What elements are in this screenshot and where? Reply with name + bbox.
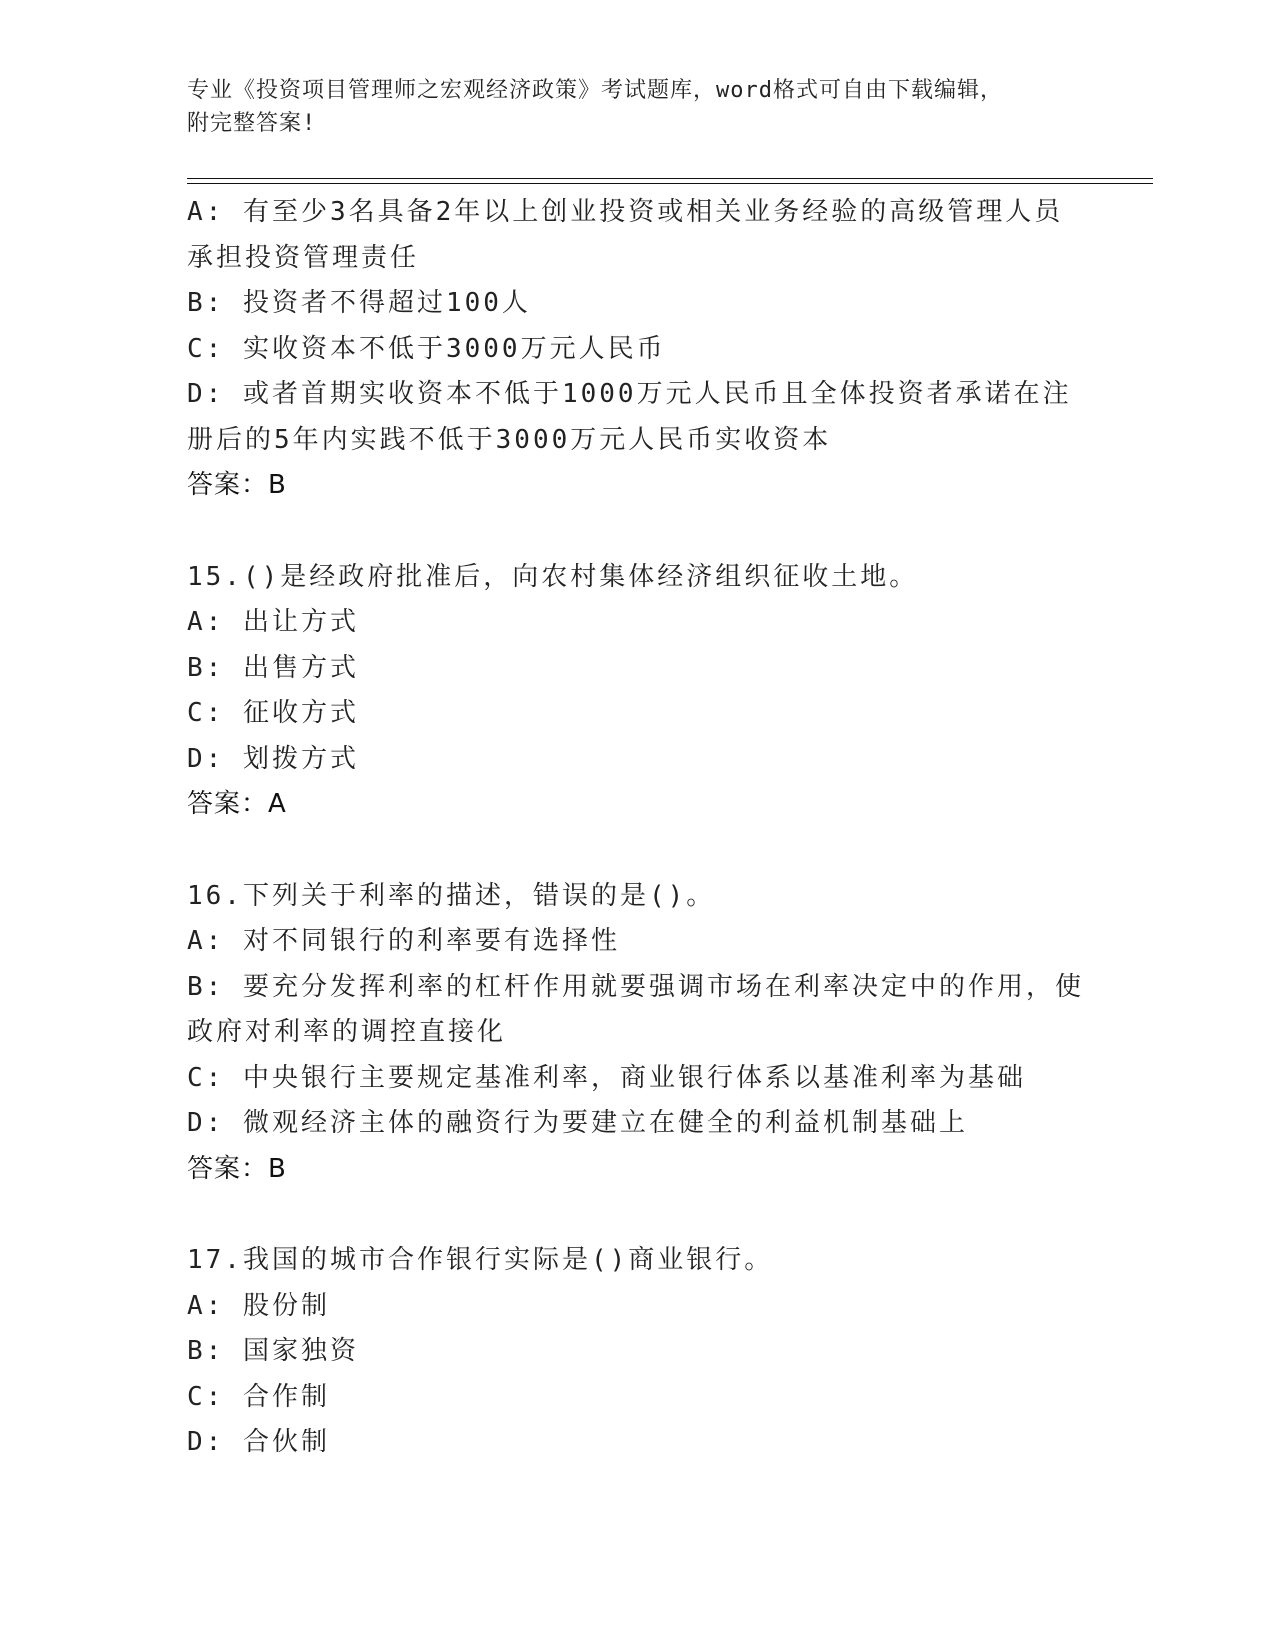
- question-title: 16.下列关于利率的描述，错误的是()。: [187, 880, 716, 911]
- header-line-2: 附完整答案!: [187, 111, 317, 136]
- question-content: [187, 190, 1087, 1466]
- question-14-tail: [187, 190, 1087, 509]
- option-d-line-2: 册后的5年内实践不低于3000万元人民币实收资本: [187, 424, 832, 455]
- question-16: [187, 874, 1087, 1193]
- header-rule-top: [187, 178, 1153, 179]
- option-b-line-1: B: 要充分发挥利率的杠杆作用就要强调市场在利率决定中的作用，使: [187, 971, 1084, 1002]
- option-d: D: 微观经济主体的融资行为要建立在健全的利益机制基础上: [187, 1108, 968, 1138]
- option-a-line-2: 承担投资管理责任: [187, 242, 420, 273]
- question-title: 15.()是经政府批准后，向农村集体经济组织征收土地。: [187, 561, 919, 592]
- option-d: D: 划拨方式: [187, 743, 359, 774]
- question-title: 17.我国的城市合作银行实际是()商业银行。: [187, 1245, 774, 1275]
- option-c: C: 征收方式: [187, 698, 359, 728]
- option-a: A: 股份制: [187, 1290, 330, 1321]
- question-17: [187, 1238, 1087, 1466]
- document-header: [187, 74, 1067, 140]
- option-a-line-1: A: 有至少3名具备2年以上创业投资或相关业务经验的高级管理人员: [187, 197, 1064, 227]
- option-b: B: 国家独资: [187, 1336, 359, 1366]
- option-d-line-1: D: 或者首期实收资本不低于1000万元人民币且全体投资者承诺在注: [187, 379, 1072, 409]
- option-b: B: 投资者不得超过100人: [187, 288, 531, 318]
- option-b: B: 出售方式: [187, 652, 359, 683]
- answer: 答案：B: [187, 1153, 287, 1184]
- option-c: C: 实收资本不低于3000万元人民币: [187, 333, 666, 364]
- spacer: [187, 828, 1087, 874]
- option-a: A: 出让方式: [187, 607, 359, 637]
- option-d: D: 合伙制: [187, 1427, 330, 1457]
- option-c: C: 中央银行主要规定基准利率，商业银行体系以基准利率为基础: [187, 1062, 1026, 1093]
- spacer: [187, 1192, 1087, 1238]
- option-b-line-2: 政府对利率的调控直接化: [187, 1017, 507, 1047]
- header-line-1: 专业《投资项目管理师之宏观经济政策》考试题库，word格式可自由下载编辑，: [187, 78, 1003, 103]
- option-a: A: 对不同银行的利率要有选择性: [187, 926, 620, 956]
- question-15: [187, 555, 1087, 828]
- header-rule-bottom: [187, 183, 1153, 184]
- answer: 答案：A: [187, 789, 287, 819]
- spacer: [187, 509, 1087, 555]
- option-c: C: 合作制: [187, 1381, 330, 1412]
- answer: 答案：B: [187, 470, 287, 500]
